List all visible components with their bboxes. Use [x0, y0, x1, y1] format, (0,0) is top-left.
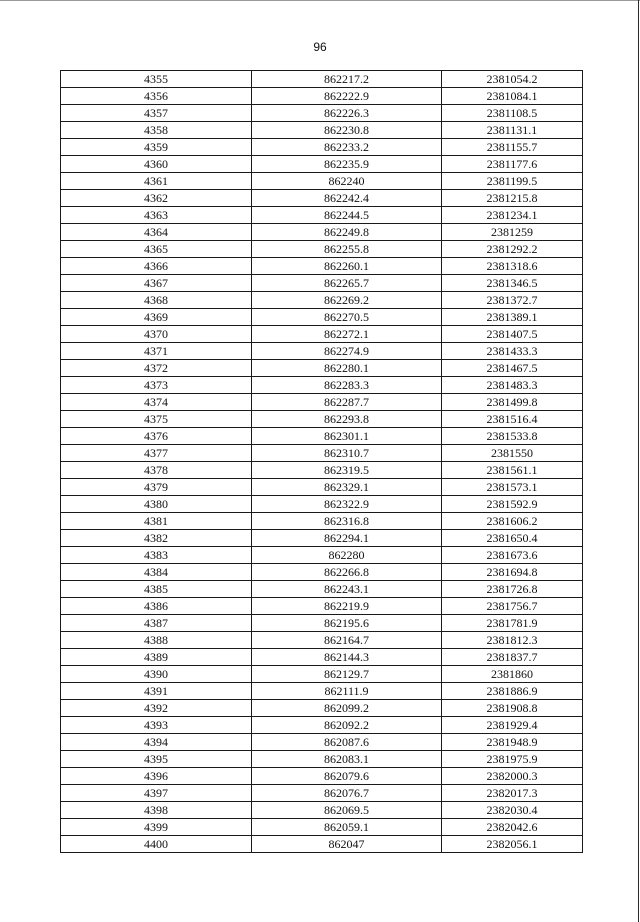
- point-number-cell: 4360: [61, 156, 252, 173]
- table-row: [61, 717, 583, 734]
- table-row: [61, 275, 583, 292]
- table-row: [61, 632, 583, 649]
- y-coordinate-cell: 2381606.2: [442, 513, 583, 530]
- point-number-cell: 4397: [61, 785, 252, 802]
- point-number-cell: 4376: [61, 428, 252, 445]
- x-coordinate-cell: 862222.9: [252, 88, 442, 105]
- x-coordinate-cell: 862230.8: [252, 122, 442, 139]
- table-row: [61, 513, 583, 530]
- point-number-cell: 4384: [61, 564, 252, 581]
- table-row: [61, 411, 583, 428]
- table-row: [61, 207, 583, 224]
- x-coordinate-cell: 862233.2: [252, 139, 442, 156]
- x-coordinate-cell: 862310.7: [252, 445, 442, 462]
- point-number-cell: 4386: [61, 598, 252, 615]
- point-number-cell: 4396: [61, 768, 252, 785]
- y-coordinate-cell: 2381467.5: [442, 360, 583, 377]
- point-number-cell: 4390: [61, 666, 252, 683]
- point-number-cell: 4385: [61, 581, 252, 598]
- x-coordinate-cell: 862316.8: [252, 513, 442, 530]
- point-number-cell: 4362: [61, 190, 252, 207]
- point-number-cell: 4368: [61, 292, 252, 309]
- table-row: [61, 173, 583, 190]
- table-row: [61, 258, 583, 275]
- x-coordinate-cell: 862099.2: [252, 700, 442, 717]
- x-coordinate-cell: 862319.5: [252, 462, 442, 479]
- point-number-cell: 4394: [61, 734, 252, 751]
- table-row: [61, 88, 583, 105]
- y-coordinate-cell: 2381673.6: [442, 547, 583, 564]
- table-row: [61, 700, 583, 717]
- table-row: [61, 496, 583, 513]
- x-coordinate-cell: 862270.5: [252, 309, 442, 326]
- y-coordinate-cell: 2382000.3: [442, 768, 583, 785]
- x-coordinate-cell: 862092.2: [252, 717, 442, 734]
- point-number-cell: 4398: [61, 802, 252, 819]
- point-number-cell: 4370: [61, 326, 252, 343]
- point-number-cell: 4364: [61, 224, 252, 241]
- point-number-cell: 4382: [61, 530, 252, 547]
- x-coordinate-cell: 862087.6: [252, 734, 442, 751]
- y-coordinate-cell: 2381215.8: [442, 190, 583, 207]
- y-coordinate-cell: 2381650.4: [442, 530, 583, 547]
- x-coordinate-cell: 862219.9: [252, 598, 442, 615]
- table-row: [61, 530, 583, 547]
- table-row: [61, 71, 583, 88]
- y-coordinate-cell: 2381550: [442, 445, 583, 462]
- y-coordinate-cell: 2381812.3: [442, 632, 583, 649]
- y-coordinate-cell: 2381948.9: [442, 734, 583, 751]
- point-number-cell: 4395: [61, 751, 252, 768]
- page-right-edge: [638, 0, 639, 922]
- x-coordinate-cell: 862269.2: [252, 292, 442, 309]
- table-row: [61, 547, 583, 564]
- point-number-cell: 4391: [61, 683, 252, 700]
- table-row: [61, 377, 583, 394]
- x-coordinate-cell: 862260.1: [252, 258, 442, 275]
- point-number-cell: 4375: [61, 411, 252, 428]
- y-coordinate-cell: 2381975.9: [442, 751, 583, 768]
- point-number-cell: 4399: [61, 819, 252, 836]
- y-coordinate-cell: 2381533.8: [442, 428, 583, 445]
- point-number-cell: 4372: [61, 360, 252, 377]
- point-number-cell: 4387: [61, 615, 252, 632]
- table-row: [61, 139, 583, 156]
- table-row: [61, 564, 583, 581]
- y-coordinate-cell: 2382056.1: [442, 836, 583, 853]
- y-coordinate-cell: 2381292.2: [442, 241, 583, 258]
- x-coordinate-cell: 862195.6: [252, 615, 442, 632]
- y-coordinate-cell: 2381346.5: [442, 275, 583, 292]
- table-row: [61, 156, 583, 173]
- table-row: [61, 666, 583, 683]
- table-row: [61, 598, 583, 615]
- point-number-cell: 4365: [61, 241, 252, 258]
- y-coordinate-cell: 2381516.4: [442, 411, 583, 428]
- point-number-cell: 4373: [61, 377, 252, 394]
- x-coordinate-cell: 862144.3: [252, 649, 442, 666]
- y-coordinate-cell: 2381155.7: [442, 139, 583, 156]
- y-coordinate-cell: 2381084.1: [442, 88, 583, 105]
- x-coordinate-cell: 862255.8: [252, 241, 442, 258]
- point-number-cell: 4392: [61, 700, 252, 717]
- page-top-edge: [0, 0, 640, 1]
- x-coordinate-cell: 862265.7: [252, 275, 442, 292]
- x-coordinate-cell: 862329.1: [252, 479, 442, 496]
- table-row: [61, 581, 583, 598]
- table-row: [61, 615, 583, 632]
- y-coordinate-cell: 2381837.7: [442, 649, 583, 666]
- table-row: [61, 462, 583, 479]
- x-coordinate-cell: 862226.3: [252, 105, 442, 122]
- table-row: [61, 309, 583, 326]
- y-coordinate-cell: 2381234.1: [442, 207, 583, 224]
- table-row: [61, 768, 583, 785]
- x-coordinate-cell: 862266.8: [252, 564, 442, 581]
- table-row: [61, 479, 583, 496]
- x-coordinate-cell: 862079.6: [252, 768, 442, 785]
- point-number-cell: 4363: [61, 207, 252, 224]
- table-row: [61, 751, 583, 768]
- y-coordinate-cell: 2381781.9: [442, 615, 583, 632]
- point-number-cell: 4366: [61, 258, 252, 275]
- x-coordinate-cell: 862280.1: [252, 360, 442, 377]
- table-row: [61, 802, 583, 819]
- y-coordinate-cell: 2381177.6: [442, 156, 583, 173]
- table-row: [61, 292, 583, 309]
- x-coordinate-cell: 862047: [252, 836, 442, 853]
- x-coordinate-cell: 862243.1: [252, 581, 442, 598]
- y-coordinate-cell: 2381054.2: [442, 71, 583, 88]
- x-coordinate-cell: 862293.8: [252, 411, 442, 428]
- table-row: [61, 105, 583, 122]
- y-coordinate-cell: 2381433.3: [442, 343, 583, 360]
- y-coordinate-cell: 2381573.1: [442, 479, 583, 496]
- point-number-cell: 4369: [61, 309, 252, 326]
- point-number-cell: 4388: [61, 632, 252, 649]
- y-coordinate-cell: 2382017.3: [442, 785, 583, 802]
- y-coordinate-cell: 2381908.8: [442, 700, 583, 717]
- point-number-cell: 4361: [61, 173, 252, 190]
- x-coordinate-cell: 862242.4: [252, 190, 442, 207]
- table-row: [61, 819, 583, 836]
- y-coordinate-cell: 2381318.6: [442, 258, 583, 275]
- point-number-cell: 4400: [61, 836, 252, 853]
- x-coordinate-cell: 862069.5: [252, 802, 442, 819]
- point-number-cell: 4378: [61, 462, 252, 479]
- table-row: [61, 836, 583, 853]
- point-number-cell: 4359: [61, 139, 252, 156]
- x-coordinate-cell: 862249.8: [252, 224, 442, 241]
- y-coordinate-cell: 2381483.3: [442, 377, 583, 394]
- x-coordinate-cell: 862274.9: [252, 343, 442, 360]
- table-row: [61, 122, 583, 139]
- y-coordinate-cell: 2381372.7: [442, 292, 583, 309]
- y-coordinate-cell: 2382042.6: [442, 819, 583, 836]
- table-row: [61, 734, 583, 751]
- table-row: [61, 326, 583, 343]
- point-number-cell: 4379: [61, 479, 252, 496]
- y-coordinate-cell: 2381592.9: [442, 496, 583, 513]
- table-row: [61, 428, 583, 445]
- y-coordinate-cell: 2381389.1: [442, 309, 583, 326]
- table-row: [61, 241, 583, 258]
- point-number-cell: 4383: [61, 547, 252, 564]
- table-row: [61, 343, 583, 360]
- point-number-cell: 4374: [61, 394, 252, 411]
- x-coordinate-cell: 862322.9: [252, 496, 442, 513]
- y-coordinate-cell: 2381860: [442, 666, 583, 683]
- y-coordinate-cell: 2381259: [442, 224, 583, 241]
- y-coordinate-cell: 2381726.8: [442, 581, 583, 598]
- point-number-cell: 4380: [61, 496, 252, 513]
- y-coordinate-cell: 2381929.4: [442, 717, 583, 734]
- y-coordinate-cell: 2381199.5: [442, 173, 583, 190]
- y-coordinate-cell: 2381561.1: [442, 462, 583, 479]
- table-row: [61, 683, 583, 700]
- y-coordinate-cell: 2381407.5: [442, 326, 583, 343]
- table-row: [61, 649, 583, 666]
- y-coordinate-cell: 2381131.1: [442, 122, 583, 139]
- table-row: [61, 394, 583, 411]
- y-coordinate-cell: 2381886.9: [442, 683, 583, 700]
- page-number: 96: [313, 40, 327, 54]
- x-coordinate-cell: 862164.7: [252, 632, 442, 649]
- x-coordinate-cell: 862244.5: [252, 207, 442, 224]
- point-number-cell: 4393: [61, 717, 252, 734]
- table-row: [61, 445, 583, 462]
- point-number-cell: 4377: [61, 445, 252, 462]
- point-number-cell: 4367: [61, 275, 252, 292]
- table-row: [61, 360, 583, 377]
- y-coordinate-cell: 2382030.4: [442, 802, 583, 819]
- x-coordinate-cell: 862059.1: [252, 819, 442, 836]
- x-coordinate-cell: 862240: [252, 173, 442, 190]
- x-coordinate-cell: 862272.1: [252, 326, 442, 343]
- point-number-cell: 4357: [61, 105, 252, 122]
- y-coordinate-cell: 2381694.8: [442, 564, 583, 581]
- table-row: [61, 785, 583, 802]
- table-row: [61, 190, 583, 207]
- x-coordinate-cell: 862217.2: [252, 71, 442, 88]
- x-coordinate-cell: 862235.9: [252, 156, 442, 173]
- x-coordinate-cell: 862287.7: [252, 394, 442, 411]
- point-number-cell: 4356: [61, 88, 252, 105]
- x-coordinate-cell: 862294.1: [252, 530, 442, 547]
- x-coordinate-cell: 862076.7: [252, 785, 442, 802]
- point-number-cell: 4355: [61, 71, 252, 88]
- x-coordinate-cell: 862129.7: [252, 666, 442, 683]
- y-coordinate-cell: 2381756.7: [442, 598, 583, 615]
- table-row: [61, 224, 583, 241]
- x-coordinate-cell: 862283.3: [252, 377, 442, 394]
- point-number-cell: 4358: [61, 122, 252, 139]
- point-number-cell: 4389: [61, 649, 252, 666]
- point-number-cell: 4381: [61, 513, 252, 530]
- x-coordinate-cell: 862301.1: [252, 428, 442, 445]
- y-coordinate-cell: 2381108.5: [442, 105, 583, 122]
- point-number-cell: 4371: [61, 343, 252, 360]
- x-coordinate-cell: 862083.1: [252, 751, 442, 768]
- coordinates-table: [60, 70, 583, 853]
- x-coordinate-cell: 862111.9: [252, 683, 442, 700]
- x-coordinate-cell: 862280: [252, 547, 442, 564]
- coordinates-table-body: [61, 71, 583, 853]
- y-coordinate-cell: 2381499.8: [442, 394, 583, 411]
